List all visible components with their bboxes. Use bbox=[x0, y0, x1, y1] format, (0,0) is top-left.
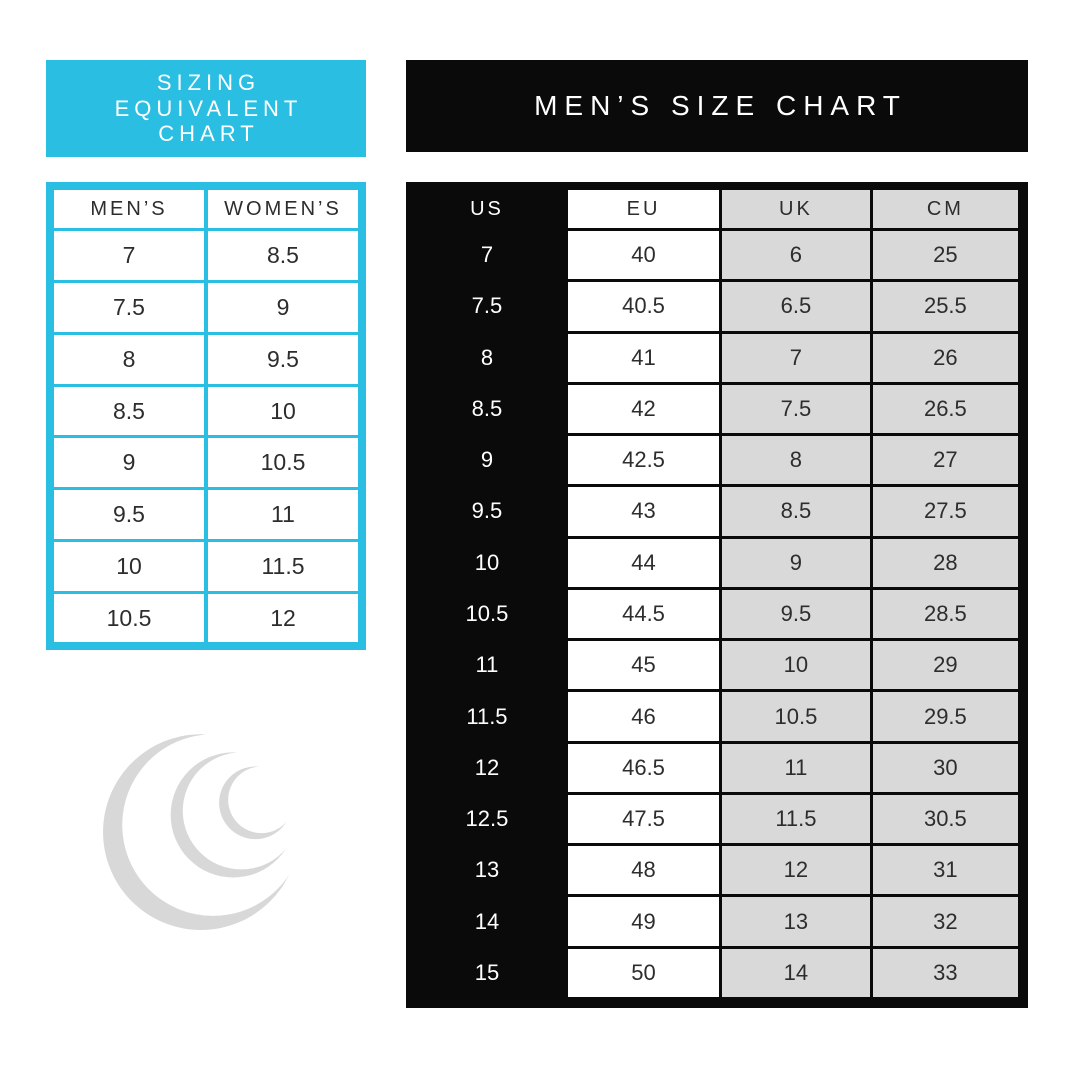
table-row bbox=[408, 383, 1020, 434]
sizing-equivalent-table bbox=[46, 182, 366, 650]
uk-size-cell: 7 bbox=[721, 332, 872, 383]
table-row bbox=[54, 541, 358, 593]
title-line-3: CHART bbox=[158, 121, 259, 147]
uk-size-cell: 9 bbox=[721, 537, 872, 588]
eu-size-cell: 41 bbox=[566, 332, 720, 383]
crescent-moons-logo-icon bbox=[102, 712, 314, 932]
us-size-cell: 9 bbox=[408, 435, 567, 486]
us-size-cell: 8 bbox=[408, 332, 567, 383]
banner-label: MEN’S SIZE CHART bbox=[534, 90, 907, 121]
table-row bbox=[54, 437, 358, 489]
womens-size-cell: 11 bbox=[206, 489, 358, 541]
us-size-cell: 11.5 bbox=[408, 691, 567, 742]
table-row bbox=[54, 333, 358, 385]
uk-size-cell: 7.5 bbox=[721, 383, 872, 434]
eu-size-cell: 46.5 bbox=[566, 742, 720, 793]
table-row bbox=[408, 742, 1020, 793]
table-row bbox=[408, 640, 1020, 691]
cm-size-cell: 29.5 bbox=[871, 691, 1019, 742]
uk-size-cell: 10.5 bbox=[721, 691, 872, 742]
uk-size-cell: 8 bbox=[721, 435, 872, 486]
table-row bbox=[408, 537, 1020, 588]
uk-size-cell: 13 bbox=[721, 896, 872, 947]
womens-size-cell: 8.5 bbox=[206, 230, 358, 282]
cm-size-cell: 33 bbox=[871, 947, 1019, 998]
eu-size-cell: 48 bbox=[566, 845, 720, 896]
eu-size-cell: 40.5 bbox=[566, 281, 720, 332]
mens-size-table-panel bbox=[406, 182, 1028, 1008]
womens-size-cell: 10.5 bbox=[206, 437, 358, 489]
us-size-cell: 14 bbox=[408, 896, 567, 947]
mens-size-cell: 9 bbox=[54, 437, 206, 489]
mens-size-cell: 8 bbox=[54, 333, 206, 385]
table-row bbox=[408, 486, 1020, 537]
table-header-row bbox=[54, 190, 358, 230]
us-size-cell: 8.5 bbox=[408, 383, 567, 434]
cm-column-header: CM bbox=[871, 189, 1019, 230]
table-row bbox=[408, 691, 1020, 742]
us-size-cell: 10 bbox=[408, 537, 567, 588]
us-size-cell: 13 bbox=[408, 845, 567, 896]
mens-size-cell: 10 bbox=[54, 541, 206, 593]
cm-size-cell: 27 bbox=[871, 435, 1019, 486]
womens-size-cell: 9 bbox=[206, 281, 358, 333]
table-row bbox=[408, 793, 1020, 844]
table-row bbox=[54, 593, 358, 642]
table-row bbox=[408, 947, 1020, 998]
us-size-cell: 7 bbox=[408, 230, 567, 281]
eu-size-cell: 42.5 bbox=[566, 435, 720, 486]
eu-size-cell: 40 bbox=[566, 230, 720, 281]
mens-size-cell: 10.5 bbox=[54, 593, 206, 642]
cm-size-cell: 31 bbox=[871, 845, 1019, 896]
eu-size-cell: 43 bbox=[566, 486, 720, 537]
equivalence-table bbox=[54, 190, 358, 642]
cm-size-cell: 28.5 bbox=[871, 588, 1019, 639]
table-row bbox=[408, 845, 1020, 896]
table-row bbox=[408, 435, 1020, 486]
eu-size-cell: 47.5 bbox=[566, 793, 720, 844]
womens-column-header: WOMEN’S bbox=[206, 190, 358, 230]
mens-size-table bbox=[406, 187, 1021, 1000]
us-column-header: US bbox=[408, 189, 567, 230]
table-row bbox=[408, 588, 1020, 639]
cm-size-cell: 27.5 bbox=[871, 486, 1019, 537]
eu-size-cell: 45 bbox=[566, 640, 720, 691]
cm-size-cell: 28 bbox=[871, 537, 1019, 588]
cm-size-cell: 26.5 bbox=[871, 383, 1019, 434]
uk-size-cell: 6 bbox=[721, 230, 872, 281]
womens-size-cell: 9.5 bbox=[206, 333, 358, 385]
sizing-equivalent-title bbox=[46, 60, 366, 157]
cm-size-cell: 30.5 bbox=[871, 793, 1019, 844]
table-row bbox=[54, 230, 358, 282]
table-row bbox=[54, 489, 358, 541]
mens-size-cell: 9.5 bbox=[54, 489, 206, 541]
uk-column-header: UK bbox=[721, 189, 872, 230]
mens-size-cell: 8.5 bbox=[54, 385, 206, 437]
table-row bbox=[408, 896, 1020, 947]
womens-size-cell: 11.5 bbox=[206, 541, 358, 593]
us-size-cell: 12.5 bbox=[408, 793, 567, 844]
table-header-row bbox=[408, 189, 1020, 230]
us-size-cell: 9.5 bbox=[408, 486, 567, 537]
womens-size-cell: 10 bbox=[206, 385, 358, 437]
eu-column-header: EU bbox=[566, 189, 720, 230]
cm-size-cell: 26 bbox=[871, 332, 1019, 383]
uk-size-cell: 9.5 bbox=[721, 588, 872, 639]
uk-size-cell: 10 bbox=[721, 640, 872, 691]
table-row bbox=[54, 385, 358, 437]
cm-size-cell: 25.5 bbox=[871, 281, 1019, 332]
title-line-1: SIZING bbox=[156, 69, 261, 95]
uk-size-cell: 11.5 bbox=[721, 793, 872, 844]
cm-size-cell: 32 bbox=[871, 896, 1019, 947]
small-crescent bbox=[219, 766, 292, 839]
table-row bbox=[408, 332, 1020, 383]
us-size-cell: 10.5 bbox=[408, 588, 567, 639]
cm-size-cell: 29 bbox=[871, 640, 1019, 691]
eu-size-cell: 46 bbox=[566, 691, 720, 742]
mens-column-header: MEN’S bbox=[54, 190, 206, 230]
table-row bbox=[408, 230, 1020, 281]
mens-size-cell: 7 bbox=[54, 230, 206, 282]
eu-size-cell: 49 bbox=[566, 896, 720, 947]
eu-size-cell: 44.5 bbox=[566, 588, 720, 639]
uk-size-cell: 14 bbox=[721, 947, 872, 998]
us-size-cell: 12 bbox=[408, 742, 567, 793]
us-size-cell: 11 bbox=[408, 640, 567, 691]
table-row bbox=[408, 281, 1020, 332]
us-size-cell: 7.5 bbox=[408, 281, 567, 332]
mens-size-chart-title bbox=[406, 60, 1028, 152]
cm-size-cell: 30 bbox=[871, 742, 1019, 793]
uk-size-cell: 6.5 bbox=[721, 281, 872, 332]
uk-size-cell: 8.5 bbox=[721, 486, 872, 537]
table-row bbox=[54, 281, 358, 333]
us-size-cell: 15 bbox=[408, 947, 567, 998]
title-line-2: EQUIVALENT bbox=[114, 95, 303, 121]
mens-size-cell: 7.5 bbox=[54, 281, 206, 333]
uk-size-cell: 11 bbox=[721, 742, 872, 793]
cm-size-cell: 25 bbox=[871, 230, 1019, 281]
eu-size-cell: 44 bbox=[566, 537, 720, 588]
uk-size-cell: 12 bbox=[721, 845, 872, 896]
eu-size-cell: 42 bbox=[566, 383, 720, 434]
womens-size-cell: 12 bbox=[206, 593, 358, 642]
eu-size-cell: 50 bbox=[566, 947, 720, 998]
